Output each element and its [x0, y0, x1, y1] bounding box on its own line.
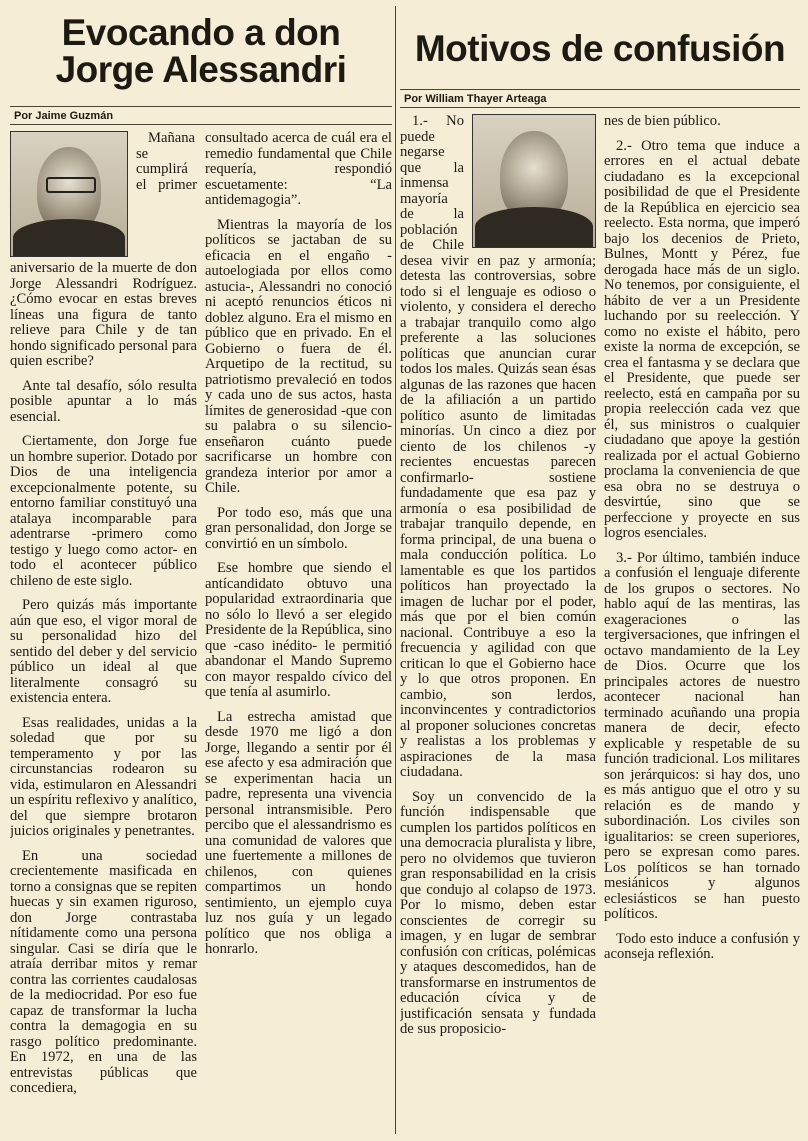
paragraph: Ciertamente, don Jorge fue un hombre superior. Dotado por Dios de una inteligencia excepcionalmente potente, su entorno familiar constituyó una atalaya incomparable para adentrarse -primero como testigo y luego como actor- en todo el acontecer público chileno de este siglo. — [10, 433, 197, 589]
paragraph: En una sociedad crecientemente masificada en torno a consignas que se repiten huecas y sin examen riguroso, don Jorge contrastaba nítidamente como una persona singular. Casi se diría que le atraía derribar mitos y remar contra las corrientes caudalosas de la mediocridad. Por eso fue capaz de transformar la lucha contra la demagogia en su rasgo político predominante. En 1972, en una de las entrevistas públicas que concediera, — [10, 847, 197, 1096]
right-columns — [400, 114, 800, 1047]
paragraph: Todo esto induce a confusión y aconseja reflexión. — [604, 930, 800, 962]
left-title-line-1: Evocando a don — [61, 12, 341, 53]
right-column-2 — [604, 114, 800, 1047]
left-article-title — [10, 0, 392, 88]
left-article — [10, 0, 392, 1141]
column-divider — [395, 6, 396, 1134]
left-column-1 — [10, 131, 197, 1106]
paragraph: La estrecha amistad que desde 1970 me ligó a don Jorge, llegando a sentir por él ese afecto y esa admiración que se experimentan hacia un padre, representa una vivencia personal intransmisible. Pero percibo que el alessandrismo es una comunidad de valores que une fuertemente a millones de chilenos, con quienes compartimos un hondo sentimiento, un ejemplo cuya luz nos guía y un legado político que nos obliga a honrarlo. — [205, 708, 392, 957]
paragraph: Mientras la mayoría de los políticos se jactaban de su eficacia en el engaño -autoelogiada por ellos como astucia-, Alessandri no conoció ni aceptó renuncios éticos ni doblez alguno. Era el mismo en público que en privado. En el Gobierno o fuera de él. Arquetipo de la rectitud, su patriotismo prevaleció en todos y cada uno de sus actos, hasta límites de generosidad -que con su palabra o su silencio- enseñaron cuánto puede sacrificarse un hombre con grandeza interior por amor a Chile. — [205, 216, 392, 496]
right-article — [400, 0, 800, 1141]
paragraph: Ante tal desafío, sólo resulta posible apuntar a lo más esencial. — [10, 377, 197, 425]
right-column-1 — [400, 114, 596, 1047]
paragraph: 2.- Otro tema que induce a errores en el actual debate ciudadano es la excepcional posibilidad de que el Presidente de la República en ejercicio sea reelecto. Esta norma, que imperó bajo los decenios de Prieto, Bulnes, Montt y Pérez, fue derogada hace más de un siglo. No tenemos, por consiguiente, el hábito de ver a un Presidente luchando por su reelección. Y como no existe el hábito, pero existe la norma de excepción, se crea el fantasma y se declara que el Presidente, que puede ser reelecto, está en campaña por su propia reelección cada vez que él, sus ministros o cualquier ciudadano que apoye la gestión realizada por el actual Gobierno proclama la conveniencia de que esa obra no se destruya o desvirtúe, sino que se perfeccione y proyecte en sus logros esenciales. — [604, 137, 800, 541]
left-column-2 — [205, 131, 392, 1106]
left-title-line-2: Jorge Alessandri — [55, 49, 347, 90]
right-byline: Por William Thayer Arteaga — [400, 89, 800, 108]
left-byline: Por Jaime Guzmán — [10, 106, 392, 125]
portrait-photo — [472, 114, 596, 248]
paragraph: Pero quizás más importante aún que eso, el vigor moral de su personalidad hizo del sentido del deber y del servicio público un ideal al que literalmente consagró su existencia entera. — [10, 597, 197, 706]
paragraph: Mañana se cumplirá el primer aniversario de la muerte de don Jorge Alessandri Rodríguez. ¿Cómo evocar en estas breves líneas una figura de tanto relieve para Chile y de tan hondo significado personal para quien escribe? — [10, 130, 197, 369]
paragraph: Por todo eso, más que una gran personalidad, don Jorge se convirtió en un símbolo. — [205, 504, 392, 552]
paragraph: Ese hombre que siendo el antícandidato obtuvo una popularidad extraordinaria que no sólo lo llevó a ser elegido Presidente de la República, sino que -caso inédito- le permitió abandonar el Mando Supremo con mayor respaldo cívico del que tenía al asumirlo. — [205, 560, 392, 700]
right-article-title: Motivos de confusión — [414, 28, 786, 69]
paragraph: 1.- No puede negarse que la inmensa mayoría de la población de Chile desea vivir en paz y armonía; detesta las controversias, sobre todo si el lenguaje es odioso o violento, y considera el derecho a trabajar tranquilo como algo preferente a las soluciones políticas que anuncian curar todos los males. Quizás sean ésas algunas de las razones que hacen de la afiliación a un partido político asunto de limitadas minorías. Un cinco a diez por ciento de los chilenos -y recientes encuestas parecen confirmarlo- sostiene fundadamente que esa paz y armonía o esa posibilidad de trabajar tranquilo depende, en forma principal, de una buena o mala conducción política. Lo lamentable es que los partidos políticos han proyectado la imagen de luchar por el poder, más que por el bien común nacional. Contribuye a eso la frecuencia y agilidad con que critican lo que el Gobierno hace y lo que otros proponen. En cambio, son lerdos, inconvincentes y contradictorios al proponer soluciones concretas y realistas a los problemas y aspiraciones de la masa ciudadana. — [400, 113, 596, 780]
paragraph: Soy un convencido de la función indispensable que cumplen los partidos políticos en una democracia pluralista y libre, pero no olvidemos que tuvieron gran responsabilidad en la crisis que condujo al colapso de 1973. Por lo mismo, deben estar conscientes de corregir su imagen, y en lugar de sembrar confusión con críticas, polémicas y ataques descomedidos, han de transformarse en instrumentos de educación cívica y de justificación sensata y fundada de sus proposicio- — [400, 788, 596, 1037]
left-columns — [10, 131, 392, 1106]
paragraph: Esas realidades, unidas a la soledad que por su temperamento y por las circunstancias rodearon su vida, estimularon en Alessandri un espíritu reflexivo y analítico, del que siempre brotaron juicios originales y penetrantes. — [10, 714, 197, 839]
paragraph: 3.- Por último, también induce a confusión el lenguaje diferente de los grupos o sectores. No hablo aquí de las mentiras, las exageraciones o las tergiversaciones, que infringen el octavo mandamiento de la Ley de Dios. Ocurre que los principales actores de nuestro acontecer nacional han terminado acuñando una propia manera de decir, efecto explicable y respetable de su función tradicional. Los militares son jerárquicos: si hay dos, uno es más antiguo que el otro y su relación es de mando y subordinación. Los civiles son igualitarios: se creen superiores, pero se expresan como pares. Los políticos se han tornado mesiánicos y algunos eclesiásticos se han puesto políticos. — [604, 549, 800, 922]
paragraph: consultado acerca de cuál era el remedio fundamental que Chile requería, respondió escuetamente: “La antidemagogia”. — [205, 130, 392, 208]
portrait-photo — [10, 131, 128, 257]
paragraph: nes de bien público. — [604, 113, 721, 129]
